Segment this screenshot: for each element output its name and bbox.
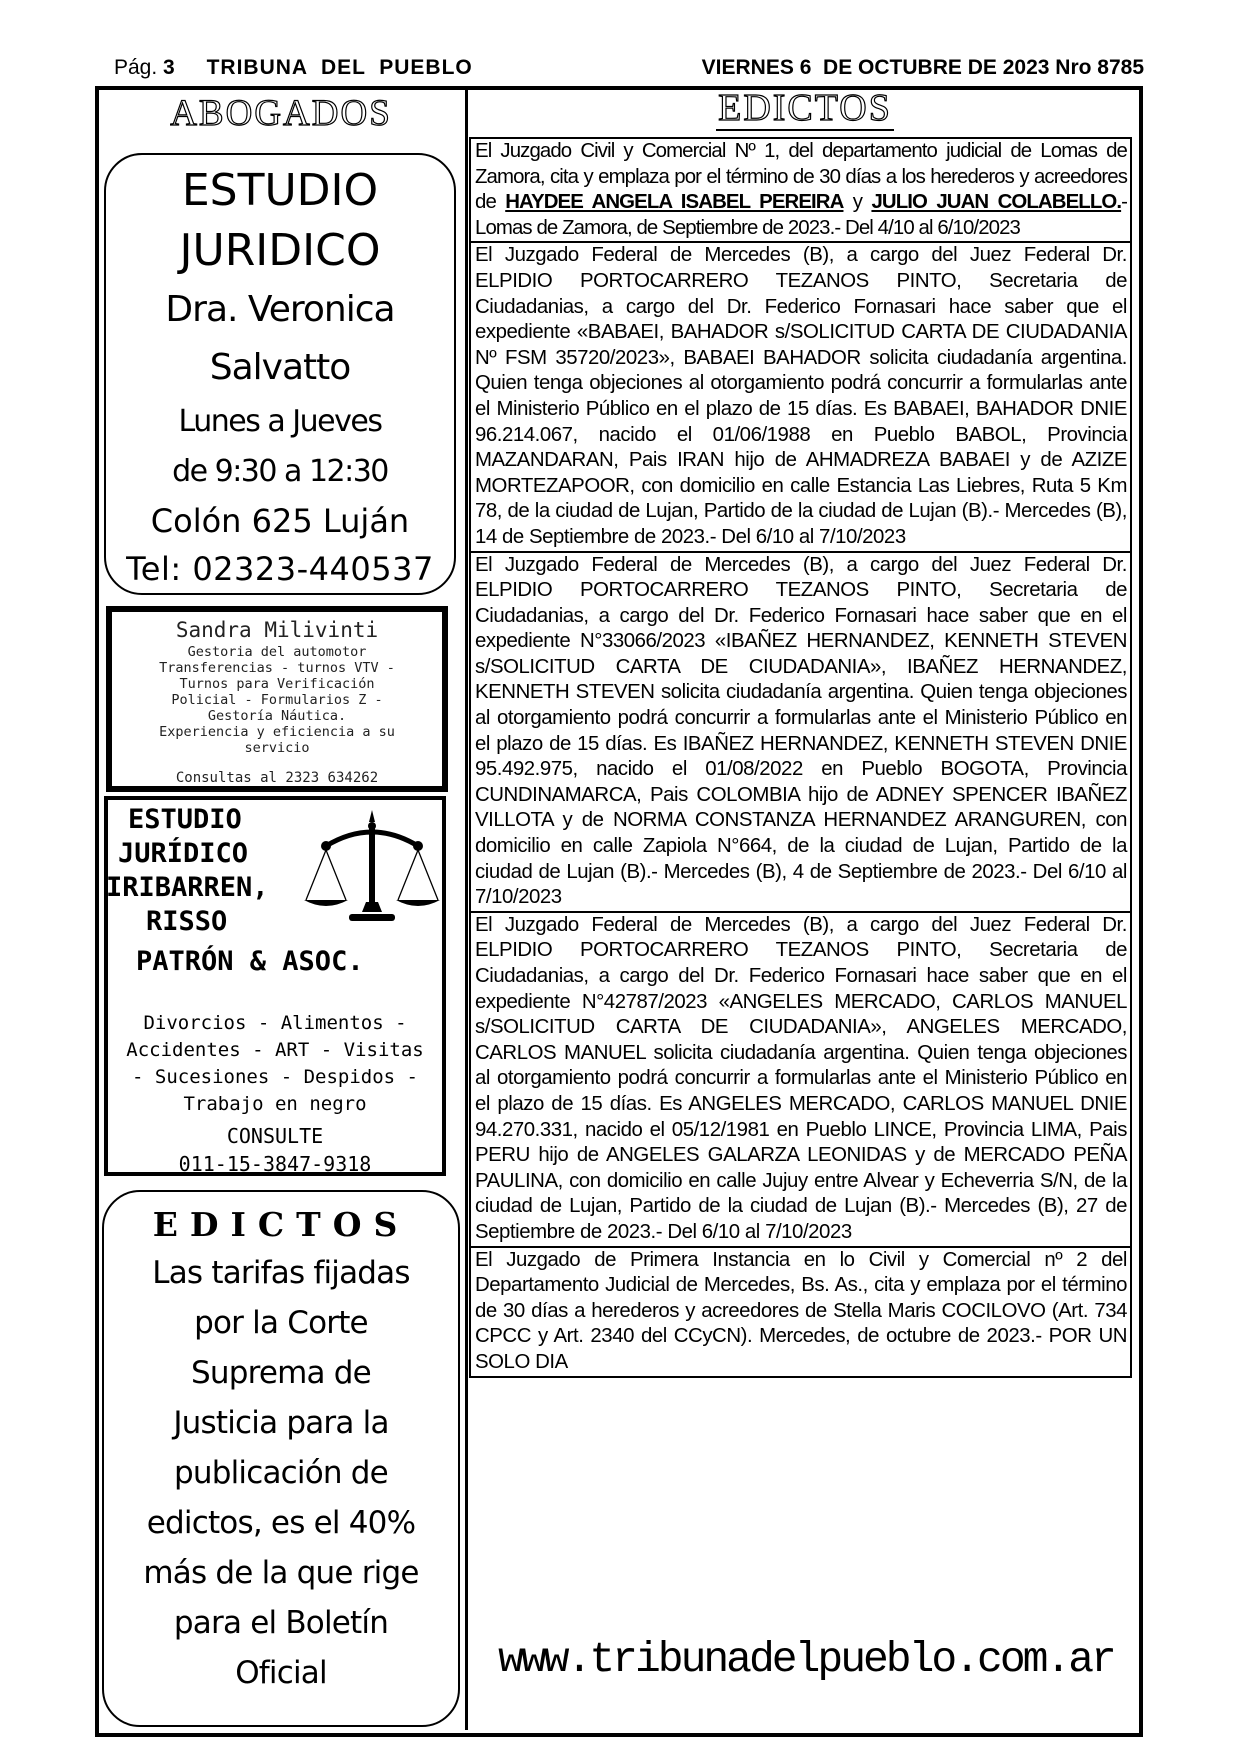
service-line: Trabajo en negro: [183, 1093, 367, 1115]
ad-line: Suprema de: [191, 1355, 371, 1391]
ad-name: Sandra Milivinti: [175, 618, 379, 642]
ad-line: Justicia para la: [173, 1405, 389, 1441]
ad-line: Experiencia y eficiencia a su: [159, 724, 395, 740]
ad-edictos-tarifas: [102, 1190, 460, 1727]
ad-line: de 9:30 a 12:30: [172, 454, 388, 489]
ad-line: Oficial: [235, 1655, 327, 1691]
ad-line: más de la que rige: [143, 1555, 419, 1591]
ad-line: Turnos para Verificación: [179, 676, 375, 692]
ad-cta: CONSULTE: [226, 1124, 324, 1148]
edicts-list: [469, 137, 1132, 1378]
page-label: Pág.: [114, 56, 158, 79]
ad-line: Lunes a Jueves: [178, 404, 382, 439]
page-header: [114, 56, 1144, 86]
ad-line: ESTUDIO: [181, 165, 379, 216]
section-title-text: EDICTOS: [718, 87, 892, 129]
issue-date: VIERNES 6 DE OCTUBRE DE 2023 Nro 8785: [701, 56, 1144, 79]
ad-title: EDICTOS: [152, 1205, 410, 1244]
edict-item: [471, 139, 1130, 243]
ad-line: JURIDICO: [179, 225, 381, 276]
service-line: - Sucesiones - Despidos -: [132, 1066, 418, 1088]
ad-contact: [108, 1122, 442, 1178]
edict-name-highlight: JULIO JUAN COLABELLO.: [871, 191, 1122, 214]
scales-of-justice-icon: [304, 808, 440, 928]
ad-contact: Consultas al 2323 634262: [175, 770, 379, 786]
ad-services: [108, 1010, 442, 1118]
edict-text: - Lomas de Zamora, de Septiembre de 2023.- Del 4/10 al 6/10/2023: [475, 191, 1127, 239]
section-title-edictos: [470, 86, 1140, 130]
ad-phone: Tel: 02323-440537: [126, 550, 434, 588]
ad-line: Gestoría Náutica.: [207, 708, 347, 724]
ad-line: Dra. Veronica: [165, 289, 395, 330]
edict-item: El Juzgado Federal de Mercedes (B), a cargo del Juez Federal Dr. ELPIDIO PORTOCARRERO TEZANOS PINTO, Secretaria de Ciudadanias, a cargo del Dr. Federico Fornasari hace saber que el expediente «BABAEI, BAHADOR s/SOLICITUD CARTA DE CIUDADANIA Nº FSM 35720/2023», BABAEI BAHADOR solicita ciudadanía argentina. Quien tenga objeciones al otorgamiento podrá concurrir a formularlas ante el Ministerio Público en el plazo de 15 días. Es BABAEI, BAHADOR DNIE 96.214.067, nacido el 01/06/1988 en Pueblo BABOL, Provincia MAZANDARAN, Pais IRAN hijo de AHMADREZA BABAEI y de AZIZE MORTEZAPOOR, con domicilio en calle Estancia Las Liebres, Ruta 5 Km 78, de la ciudad de Lujan, Partido de la ciudad de Lujan (B).- Mercedes (B), 14 de Septiembre de 2023.- Del 6/10 al 7/10/2023: [471, 243, 1130, 552]
column-divider: [465, 90, 468, 1730]
service-line: Divorcios - Alimentos -: [143, 1012, 407, 1034]
edict-text: El Juzgado Civil y Comercial Nº 1, del departamento judicial de Lomas de Zamora, cita y emplaza por el término de 30 días a los herederos y acreedores de: [475, 140, 1127, 214]
ad-title-line: JURÍDICO: [118, 838, 249, 869]
ad-line: Gestoria del automotor: [187, 644, 367, 660]
newspaper-name: TRIBUNA DEL PUEBLO: [206, 56, 473, 79]
section-title-abogados: ABOGADOS: [170, 93, 392, 134]
page-header-left: [114, 56, 473, 80]
ad-line: edictos, es el 40%: [146, 1505, 416, 1541]
website-link[interactable]: www.tribunadelpueblo.com.ar: [498, 1635, 1114, 1684]
page-number: 3: [163, 56, 175, 79]
ad-line: por la Corte: [194, 1305, 368, 1341]
ad-estudio-iribarren: [104, 796, 446, 1176]
ad-line: Las tarifas fijadas: [152, 1255, 410, 1291]
ad-estudio-juridico-salvatto: [104, 153, 456, 595]
ad-line: publicación de: [174, 1455, 388, 1491]
ad-line: Transferencias - turnos VTV -: [159, 660, 395, 676]
ad-phone: 011-15-3847-9318: [178, 1152, 372, 1176]
edict-item: El Juzgado Federal de Mercedes (B), a cargo del Juez Federal Dr. ELPIDIO PORTOCARRERO TEZANOS PINTO, Secretaria de Ciudadanias, a cargo del Dr. Federico Fornasari hace saber que en el expediente N°33066/2023 «IBAÑEZ HERNANDEZ, KENNETH STEVEN s/SOLICITUD CARTA DE CIUDADANIA», IBAÑEZ HERNANDEZ, KENNETH STEVEN solicita ciudadanía argentina. Quien tenga objeciones al otorgamiento podrá concurrir a formularlas ante el Ministerio Público en el plazo de 15 días. Es IBAÑEZ HERNANDEZ, KENNETH STEVEN DNIE 95.492.975, nacido el 01/08/2022 en Pueblo BOGOTA, Provincia CUNDINAMARCA, Pais COLOMBIA hijo de ADNEY SPENCER IBAÑEZ VILLOTA y de NORMA CONSTANZA HERNANDEZ ARANGUREN, con domicilio en calle Zapiola N°664, de la ciudad de Lujan, Partido de la ciudad de Lujan (B).- Mercedes (B), 4 de Septiembre de 2023.- Del 6/10 al 7/10/2023: [471, 553, 1130, 913]
ad-address: Colón 625 Luján: [150, 502, 410, 540]
service-line: Accidentes - ART - Visitas: [126, 1039, 424, 1061]
ad-title-line: RISSO: [146, 906, 228, 937]
ad-body: [104, 1248, 458, 1698]
ad-line: servicio: [244, 740, 310, 756]
ad-sandra-milivinti: [106, 606, 448, 792]
edict-text: y: [843, 191, 872, 214]
edict-name-highlight: HAYDEE ANGELA ISABEL PEREIRA: [505, 191, 844, 214]
ad-line: Salvatto: [209, 347, 351, 388]
ad-line: Policial - Formularios Z -: [171, 692, 383, 708]
ad-line: para el Boletín: [173, 1605, 389, 1641]
ad-title-line: ESTUDIO: [128, 804, 242, 835]
edict-item: El Juzgado Federal de Mercedes (B), a cargo del Juez Federal Dr. ELPIDIO PORTOCARRERO TEZANOS PINTO, Secretaria de Ciudadanias, a cargo del Dr. Federico Fornasari hace saber que en el expediente N°42787/2023 «ANGELES MERCADO, CARLOS MANUEL s/SOLICITUD CARTA DE CIUDADANIA», ANGELES MERCADO, CARLOS MANUEL solicita ciudadanía argentina. Quien tenga objeciones al otorgamiento podrá concurrir a formularlas ante el Ministerio Público en el plazo de 15 días. Es ANGELES MERCADO, CARLOS MANUEL DNIE 94.270.331, nacido el 05/12/1981 en Pueblo LINCE, Provincia LIMA, Pais PERU hijo de ANGELES GALARZA LEONIDAS y de MERCADO PEÑA PAULINA, con domicilio en calle Jujuy entre Alvear y Echeverria S/N, de la ciudad de Lujan, Partido de la ciudad de Lujan (B).- Mercedes (B), 27 de Septiembre de 2023.- Del 6/10 al 7/10/2023: [471, 913, 1130, 1248]
edict-item: El Juzgado de Primera Instancia en lo Civil y Comercial nº 2 del Departamento Judicial de Mercedes, Bs. As., cita y emplaza por el término de 30 días a herederos y acreedores de Stella Maris COCILOVO (Art. 734 CPCC y Art. 2340 del CCyCN). Mercedes, de octubre de 2023.- POR UN SOLO DIA: [471, 1248, 1130, 1378]
ad-title-line: IRIBARREN,: [106, 872, 269, 903]
ad-title-line: PATRÓN & ASOC.: [136, 946, 364, 977]
